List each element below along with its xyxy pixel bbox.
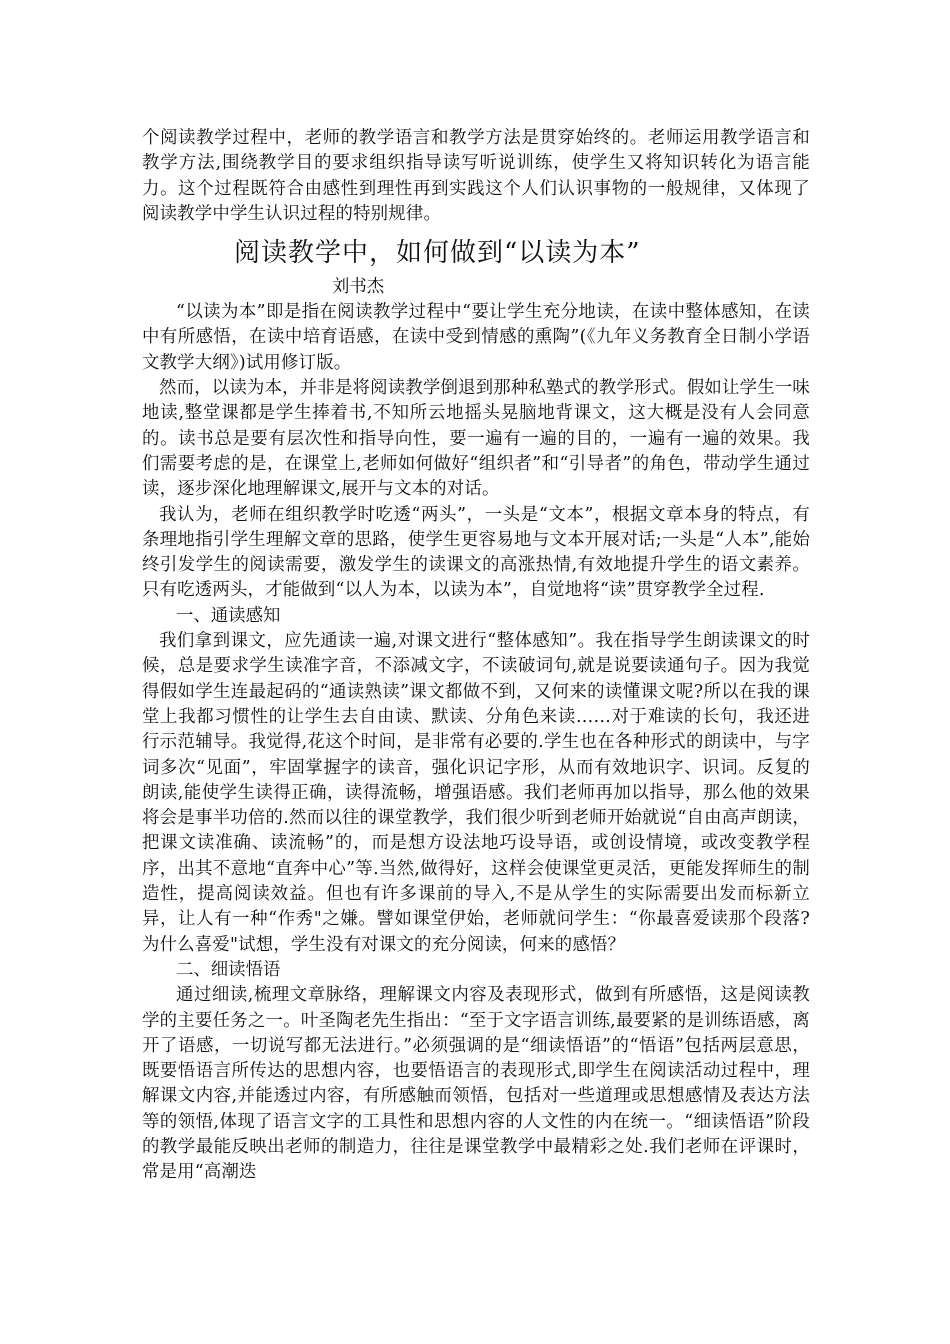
paragraph-two-ends: 我认为，老师在组织教学时吃透“两头”，一头是“文本”，根据文章本身的特点，有条理地指引学生理解文章的思路，使学生更容易地与文本开展对话;一头是“人本”,能始终引发学生的阅读需要，激发学生的读课文的高涨热情,有效地提升学生的语文素养。只有吃透两头，才能做到“以人为本，以读为本”，自觉地将“读”贯穿教学全过程. [142,504,810,601]
paragraph-however: 然而，以读为本，并非是将阅读教学倒退到那种私塾式的教学形式。假如让学生一味地读,整堂课都是学生捧着书,不知所云地摇头晃脑地背课文，这大概是没有人会同意的。读书总是要有层次性和指导向性，要一遍有一遍的目的，一遍有一遍的效果。我们需要考虑的是，在课堂上,老师如何做好“组织者”和“引导者”的角色，带动学生通过读，逐步深化地理解课文,展开与文本的对话。 [142,378,810,500]
paragraph-definition: “以读为本”即是指在阅读教学过程中“要让学生充分地读，在读中整体感知，在读中有所感悟，在读中培育语感，在读中受到情感的熏陶”(《九年义务教育全日制小学语文教学大纲》)试用修订版。 [142,302,810,373]
section-heading-1: 一、通读感知 [176,605,281,626]
article-author: 刘书杰 [332,277,385,298]
section-body-1: 我们拿到课文，应先通读一遍,对课文进行“整体感知”。我在指导学生朗读课文的时候，总是要求学生读准字音，不添减文字，不读破词句,就是说要读通句子。因为我觉得假如学生连最起码的“通读熟读”课文都做不到，又何来的读懂课文呢?所以在我的课堂上我都习惯性的让学生去自由读、默读、分角色来读……对于难读的长句，我还进行示范辅导。我觉得,花这个时间，是非常有必要的.学生也在各种形式的朗读中，与字词多次“见面”，牢固掌握字的读音，强化识记字形，从而有效地识字、识词。反复的朗读,能使学生读得正确，读得流畅，增强语感。我们老师再加以指导，那么他的效果将会是事半功倍的.然而以往的课堂教学，我们很少听到老师开始就说“自由高声朗读，把课文读准确、读流畅”的，而是想方设法地巧设导语，或创设情境，或改变教学程序，出其不意地“直奔中心”等.当然,做得好，这样会使课堂更灵活，更能发挥师生的制造性，提高阅读效益。但也有许多课前的导入,不是从学生的实际需要出发而标新立异，让人有一种“作秀"之嫌。譬如课堂伊始，老师就问学生：“你最喜爱读那个段落?为什么喜爱"试想，学生没有对课文的充分阅读，何来的感悟？ [142,631,810,955]
intro-paragraph: 个阅读教学过程中，老师的教学语言和教学方法是贯穿始终的。老师运用教学语言和教学方法,围绕教学目的要求组织指导读写听说训练，使学生又将知识转化为语言能力。这个过程既符合由感性到理性再到实践这个人们认识事物的一般规律，又体现了阅读教学中学生认识过程的特别规律。 [142,128,810,224]
section-heading-2: 二、细读悟语 [176,959,281,980]
section-body-2: 通过细读,梳理文章脉络，理解课文内容及表现形式，做到有所感悟，这是阅读教学的主要任务之一。叶圣陶老先生指出：“至于文字语言训练,最要紧的是训练语感，离开了语感，一切说写都无法进行。”必须强调的是“细读悟语”的“悟语”包括两层意思，既要悟语言所传达的思想内容，也要悟语言的表现形式,即学生在阅读活动过程中，理解课文内容,并能透过内容，有所感触而领悟，包括对一些道理或思想感情及表达方法等的领悟,体现了语言文字的工具性和思想内容的人文性的内在统一。“细读悟语”阶段的教学最能反映出老师的制造力，往往是课堂教学中最精彩之处.我们老师在评课时，常是用“高潮迭 [142,985,810,1183]
document-page [142,126,810,1186]
article-title: 阅读教学中，如何做到“以读为本” [234,238,641,269]
